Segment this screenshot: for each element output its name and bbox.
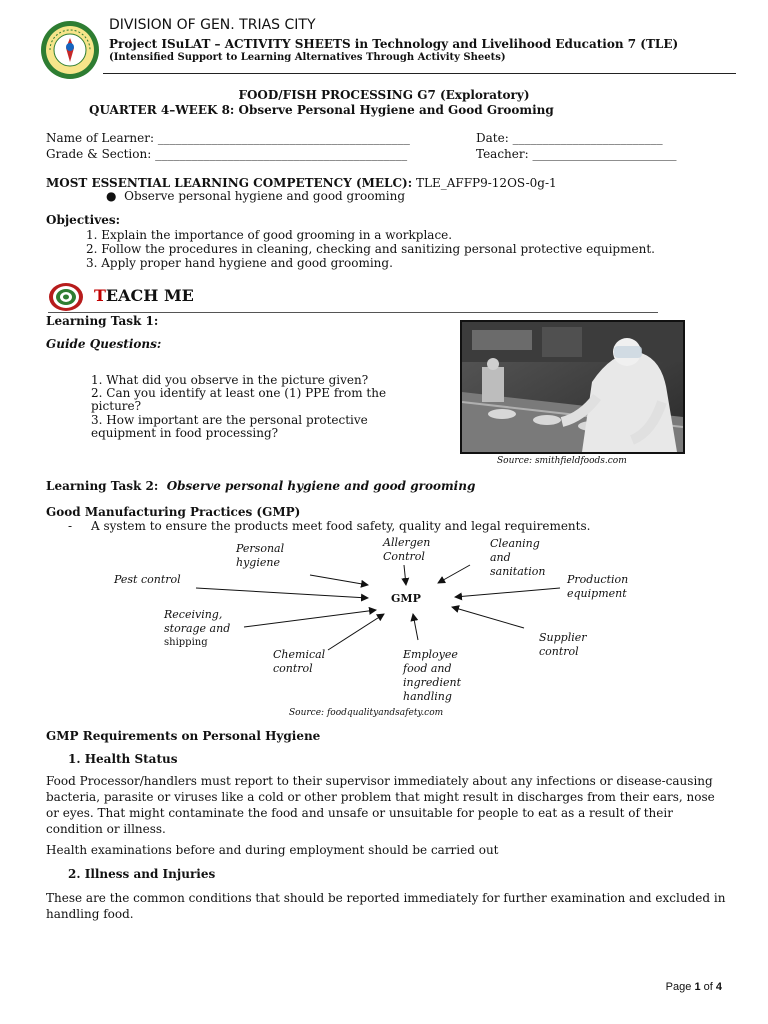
illness-injuries-heading: 2. Illness and Injuries — [68, 867, 216, 881]
photo-source: Source: smithfieldfoods.com — [497, 456, 627, 466]
gmp-definition: A system to ensure the products meet food safety, quality and legal requirements. — [91, 519, 591, 533]
bullet-icon: ● — [106, 189, 117, 203]
objective-item: 3. Apply proper hand hygiene and good grooming. — [86, 256, 393, 270]
melc-bullet-text: Observe personal hygiene and good grooming — [124, 189, 406, 203]
gmp-label-production-equipment: Production equipment — [567, 573, 629, 600]
header-divider — [103, 73, 736, 74]
project-subtitle: (Intensified Support to Learning Alternatives Through Activity Sheets) — [109, 52, 506, 63]
teacher-label: Teacher: — [476, 147, 529, 161]
guide-question: picture? — [91, 399, 142, 413]
objectives-heading: Objectives: — [46, 213, 121, 227]
arrow-employee — [413, 614, 418, 640]
diagram-source: Source: foodqualityandsafety.com — [289, 708, 444, 718]
objective-item: 1. Explain the importance of good grooming in a workplace. — [86, 228, 453, 242]
grade-label: Grade & Section: — [46, 147, 152, 161]
teach-me-divider — [48, 312, 658, 313]
gmp-label-allergen-control: Allergen Control — [383, 536, 431, 563]
learning-task-1-heading: Learning Task 1: — [46, 314, 159, 328]
arrow-production — [455, 588, 560, 597]
target-icon — [48, 282, 84, 312]
gmp-heading: Good Manufacturing Practices (GMP) — [46, 505, 301, 519]
gmp-label-employee-food: Employee food and ingredient handling — [403, 648, 461, 703]
teach-me-heading — [94, 286, 194, 305]
division-name: DIVISION OF GEN. TRIAS CITY — [109, 17, 316, 33]
gmp-label-receiving: Receiving, storage and shipping — [164, 608, 231, 648]
guide-question: 1. What did you observe in the picture given? — [91, 373, 369, 387]
learning-task-2-line — [46, 479, 475, 493]
melc-code: TLE_AFFP9-12OS-0g-1 — [415, 176, 557, 190]
grade-section-field[interactable] — [46, 147, 407, 161]
learning-task-2-heading: Learning Task 2: — [46, 479, 159, 493]
melc-line — [46, 176, 557, 190]
gmp-label-pest-control: Pest control — [114, 573, 181, 586]
objective-item: 2. Follow the procedures in cleaning, checking and sanitizing personal protective equipment. — [86, 242, 655, 256]
gmp-center-label: GMP — [391, 592, 421, 605]
arrow-cleaning — [438, 565, 470, 583]
health-status-heading: 1. Health Status — [68, 752, 178, 766]
health-examination-paragraph: Health examinations before and during employment should be carried out — [46, 843, 499, 857]
gmp-label-supplier-control: Supplier control — [539, 631, 587, 658]
page-number: Page 1 of 4 — [665, 981, 722, 993]
guide-question: 2. Can you identify at least one (1) PPE from the — [91, 386, 387, 400]
gmp-dash: - — [68, 519, 73, 533]
guide-question: equipment in food processing? — [91, 426, 279, 440]
division-seal-logo — [40, 20, 100, 80]
gmp-label-personal-hygiene: Personal hygiene — [236, 542, 285, 569]
gmp-label-cleaning-sanitation: Cleaning and sanitation — [490, 537, 546, 578]
name-line: _________________________________________ — [163, 131, 410, 145]
gmp-label-chemical-control: Chemical control — [273, 648, 326, 675]
date-label: Date: — [476, 131, 509, 145]
arrow-receiving — [244, 610, 376, 627]
quarter-week-title: QUARTER 4–WEEK 8: Observe Personal Hygiene and Good Grooming — [89, 103, 554, 117]
illness-paragraph: These are the common conditions that should be reported immediately for further examination and excluded in handling food. — [46, 891, 726, 921]
melc-bullet — [106, 189, 405, 203]
arrow-personal-hygiene — [310, 575, 368, 585]
arrow-chemical — [328, 614, 384, 650]
food-processing-worker-photo — [460, 320, 685, 454]
arrow-allergen-control — [404, 565, 406, 585]
teach-me-first-letter: T — [94, 286, 106, 305]
teach-me-rest: EACH ME — [105, 286, 194, 305]
grade-line: __________________________________________ — [155, 147, 408, 161]
gmp-requirements-heading: GMP Requirements on Personal Hygiene — [46, 729, 321, 743]
health-status-paragraph: Food Processor/handlers must report to their supervisor immediately about any infections or disease-causing bacteria, parasite or viruses like a cold or other problem that might result in discharges from their ears, nose or eyes. That might contaminate the food and unsafe or unsuitable for people to eat as a result of their condition or illness. — [46, 774, 715, 836]
date-field[interactable] — [476, 131, 663, 145]
teacher-field[interactable] — [476, 147, 677, 161]
guide-question: 3. How important are the personal protective — [91, 413, 368, 427]
name-label: Name of Learner: _ — [46, 131, 164, 145]
subject-title: FOOD/FISH PROCESSING G7 (Exploratory) — [238, 88, 530, 102]
arrow-supplier — [452, 607, 524, 628]
date-line: _________________________ — [512, 131, 663, 145]
name-of-learner-field[interactable] — [46, 131, 410, 145]
melc-label: MOST ESSENTIAL LEARNING COMPETENCY (MELC): — [46, 176, 413, 190]
teacher-line: ________________________ — [532, 147, 677, 161]
guide-questions-heading: Guide Questions: — [46, 337, 162, 351]
project-title: Project ISuLAT – ACTIVITY SHEETS in Technology and Livelihood Education 7 (TLE) — [109, 37, 679, 51]
arrow-pest-control — [196, 588, 368, 598]
learning-task-2-subtitle: Observe personal hygiene and good grooming — [166, 479, 476, 493]
